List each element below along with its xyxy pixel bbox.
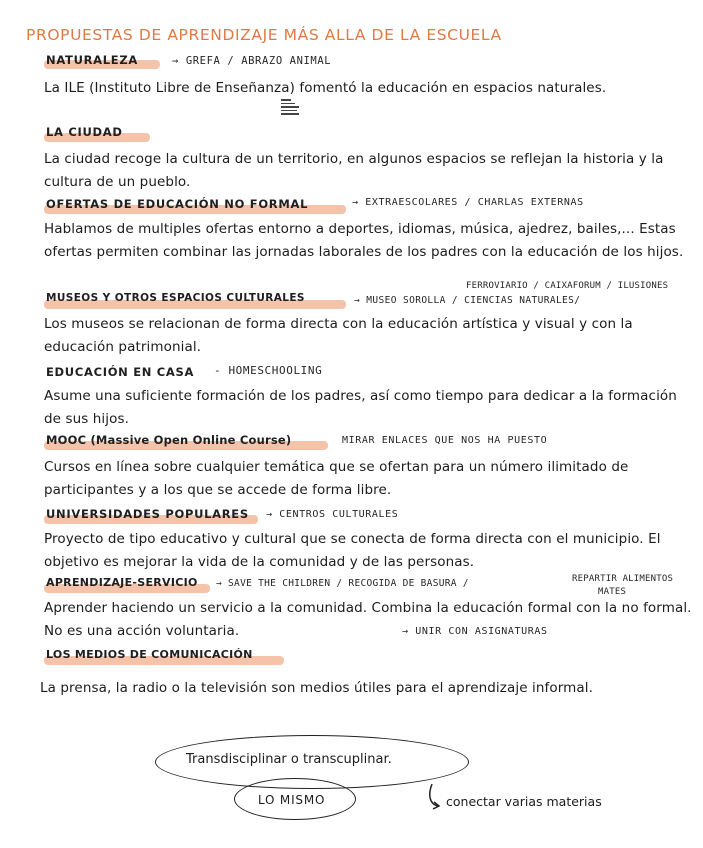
text-casa: Asume una suficiente formación de los padres, así como tiempo para dedicar a la formación de sus hijos. — [44, 388, 677, 427]
note-mates: MATES — [598, 587, 627, 597]
text-medios: La prensa, la radio o la televisión son medios útiles para el aprendizaje informal. — [40, 680, 593, 696]
scribble-icon — [281, 99, 299, 117]
page-title: PROPUESTAS DE APRENDIZAJE MÁS ALLA DE LA ESCUELA — [26, 26, 502, 44]
heading-ciudad: LA CIUDAD — [46, 125, 123, 139]
text-museos: Los museos se relacionan de forma directa con la educación artística y visual y con la educación patrimonial. — [44, 316, 633, 355]
transdisciplinar-text: Transdisciplinar o transcuplinar. — [186, 752, 392, 767]
text-universidades: Proyecto de tipo educativo y cultural que se conecta de forma directa con el municipio. El objetivo es mejorar la vida de la comunidad y de las personas. — [44, 531, 661, 570]
heading-mooc: MOOC (Massive Open Online Course) — [46, 433, 292, 447]
note-no-formal: → EXTRAESCOLARES / CHARLAS EXTERNAS — [352, 197, 584, 208]
heading-naturaleza: NATURALEZA — [46, 53, 138, 67]
note-mooc: MIRAR ENLACES QUE NOS HA PUESTO — [342, 435, 548, 446]
note-naturaleza: → GREFA / ABRAZO ANIMAL — [172, 55, 332, 67]
note-repartir: REPARTIR ALIMENTOS — [572, 574, 674, 584]
lo-mismo-text: LO MISMO — [258, 793, 326, 807]
text-aprendizaje-servicio: Aprender haciendo un servicio a la comunidad. Combina la educación formal con la no formal. No es una acción voluntaria. — [44, 600, 692, 639]
text-mooc: Cursos en línea sobre cualquier temática que se ofertan para un número ilimitado de participantes y a los que se accede de forma libre. — [44, 459, 629, 498]
note-museos: → MUSEO SOROLLA / CIENCIAS NATURALES/ — [354, 295, 581, 306]
note-museos-above: FERROVIARIO / CAIXAFORUM / ILUSIONES — [466, 281, 669, 291]
note-unir-asignaturas: → UNIR CON ASIGNATURAS — [402, 626, 548, 637]
heading-casa: EDUCACIÓN EN CASA — [46, 365, 195, 379]
note-universidades: → CENTROS CULTURALES — [266, 509, 399, 520]
note-casa: - HOMESCHOOLING — [214, 364, 323, 377]
heading-medios: LOS MEDIOS DE COMUNICACIÓN — [46, 648, 253, 661]
text-ciudad: La ciudad recoge la cultura de un territorio, en algunos espacios se reflejan la historia y la cultura de un pueblo. — [44, 151, 664, 190]
connector-text: conectar varias materias — [446, 794, 602, 809]
text-naturaleza: La ILE (Instituto Libre de Enseñanza) fomentó la educación en espacios naturales. — [44, 80, 607, 96]
heading-museos: MUSEOS Y OTROS ESPACIOS CULTURALES — [46, 292, 305, 304]
text-no-formal: Hablamos de multiples ofertas entorno a deportes, idiomas, música, ajedrez, bailes,... Estas ofertas permiten combinar las jornadas laborales de los padres con la educación de los hijos. — [44, 221, 684, 260]
heading-no-formal: OFERTAS DE EDUCACIÓN NO FORMAL — [46, 197, 309, 211]
heading-aprendizaje-servicio: APRENDIZAJE-SERVICIO — [46, 576, 198, 589]
heading-universidades: UNIVERSIDADES POPULARES — [46, 507, 249, 521]
note-aprendizaje-servicio: → SAVE THE CHILDREN / RECOGIDA DE BASURA / — [216, 578, 469, 589]
